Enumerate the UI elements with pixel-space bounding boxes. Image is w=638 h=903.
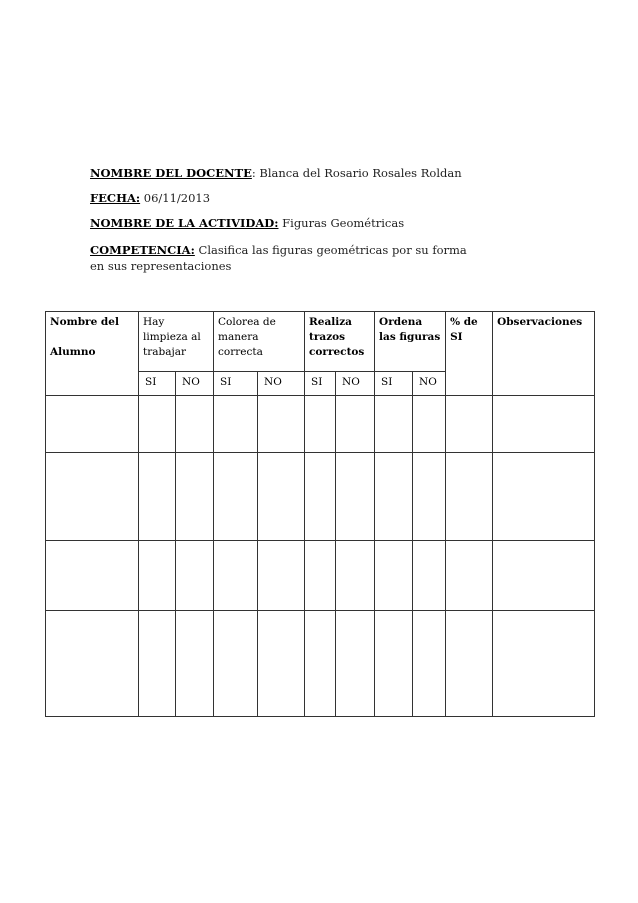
cell-limpieza-no[interactable]: [176, 396, 214, 453]
cell-ordena-si[interactable]: [375, 541, 413, 611]
cell-colorea-si[interactable]: [214, 611, 258, 717]
cell-ordena-no[interactable]: [413, 541, 446, 611]
cell-colorea-no[interactable]: [258, 611, 305, 717]
cell-ordena-si[interactable]: [375, 611, 413, 717]
cell-colorea-no[interactable]: [258, 453, 305, 541]
cell-ordena-si[interactable]: [375, 396, 413, 453]
cell-ordena-no[interactable]: [413, 611, 446, 717]
header-porcentaje: % de SI: [446, 312, 493, 396]
cell-limpieza-no[interactable]: [176, 453, 214, 541]
cell-ordena-no[interactable]: [413, 453, 446, 541]
cell-nombre[interactable]: [46, 611, 139, 717]
cell-observaciones[interactable]: [493, 541, 595, 611]
cell-colorea-no[interactable]: [258, 396, 305, 453]
colorea-no: NO: [258, 372, 305, 396]
cell-nombre[interactable]: [46, 396, 139, 453]
actividad-value: Figuras Geométricas: [278, 216, 405, 230]
fecha-value: 06/11/2013: [140, 191, 211, 205]
cell-trazos-no[interactable]: [336, 453, 375, 541]
cell-limpieza-si[interactable]: [139, 453, 176, 541]
cell-colorea-no[interactable]: [258, 541, 305, 611]
table-row: [46, 541, 595, 611]
table-row: [46, 611, 595, 717]
trazos-no: NO: [336, 372, 375, 396]
header-observaciones: Observaciones: [493, 312, 595, 396]
cell-colorea-si[interactable]: [214, 541, 258, 611]
cell-limpieza-si[interactable]: [139, 541, 176, 611]
competencia-line: [90, 242, 480, 274]
table-row: [46, 453, 595, 541]
cell-porcentaje[interactable]: [446, 453, 493, 541]
cell-porcentaje[interactable]: [446, 611, 493, 717]
header-nombre-line1: Nombre del: [50, 316, 119, 328]
cell-trazos-no[interactable]: [336, 396, 375, 453]
cell-observaciones[interactable]: [493, 611, 595, 717]
docente-label: NOMBRE DEL DOCENTE: [90, 166, 252, 180]
docente-line: [90, 165, 490, 181]
cell-porcentaje[interactable]: [446, 541, 493, 611]
actividad-label: NOMBRE DE LA ACTIVIDAD:: [90, 216, 279, 230]
competencia-label: COMPETENCIA:: [90, 243, 195, 257]
cell-trazos-no[interactable]: [336, 611, 375, 717]
fecha-line: [90, 190, 490, 206]
cell-limpieza-si[interactable]: [139, 611, 176, 717]
cell-colorea-si[interactable]: [214, 396, 258, 453]
limpieza-no: NO: [176, 372, 214, 396]
fecha-label: FECHA:: [90, 191, 141, 205]
colorea-si: SI: [214, 372, 258, 396]
cell-observaciones[interactable]: [493, 453, 595, 541]
cell-limpieza-no[interactable]: [176, 541, 214, 611]
header-trazos: Realiza trazos correctos: [305, 312, 375, 372]
cell-limpieza-si[interactable]: [139, 396, 176, 453]
cell-porcentaje[interactable]: [446, 396, 493, 453]
header-limpieza: Hay limpieza al trabajar: [139, 312, 214, 372]
actividad-line: [90, 215, 490, 231]
evaluation-table: [45, 311, 595, 717]
cell-trazos-si[interactable]: [305, 541, 336, 611]
cell-trazos-si[interactable]: [305, 453, 336, 541]
cell-colorea-si[interactable]: [214, 453, 258, 541]
table-header-row: [46, 312, 595, 372]
ordena-si: SI: [375, 372, 413, 396]
cell-ordena-si[interactable]: [375, 453, 413, 541]
cell-limpieza-no[interactable]: [176, 611, 214, 717]
table-row: [46, 396, 595, 453]
limpieza-si: SI: [139, 372, 176, 396]
header-nombre-line2: Alumno: [50, 346, 96, 358]
docente-value: : Blanca del Rosario Rosales Roldan: [251, 166, 462, 180]
header-colorea: Colorea de manera correcta: [214, 312, 305, 372]
cell-trazos-no[interactable]: [336, 541, 375, 611]
cell-nombre[interactable]: [46, 453, 139, 541]
cell-observaciones[interactable]: [493, 396, 595, 453]
cell-trazos-si[interactable]: [305, 396, 336, 453]
trazos-si: SI: [305, 372, 336, 396]
ordena-no: NO: [413, 372, 446, 396]
header-nombre-alumno: [46, 312, 139, 396]
competencia-value: Clasifica las figuras geométricas por su forma en sus representaciones: [90, 243, 467, 273]
cell-nombre[interactable]: [46, 541, 139, 611]
cell-ordena-no[interactable]: [413, 396, 446, 453]
cell-trazos-si[interactable]: [305, 611, 336, 717]
header-ordena: Ordena las figuras: [375, 312, 446, 372]
